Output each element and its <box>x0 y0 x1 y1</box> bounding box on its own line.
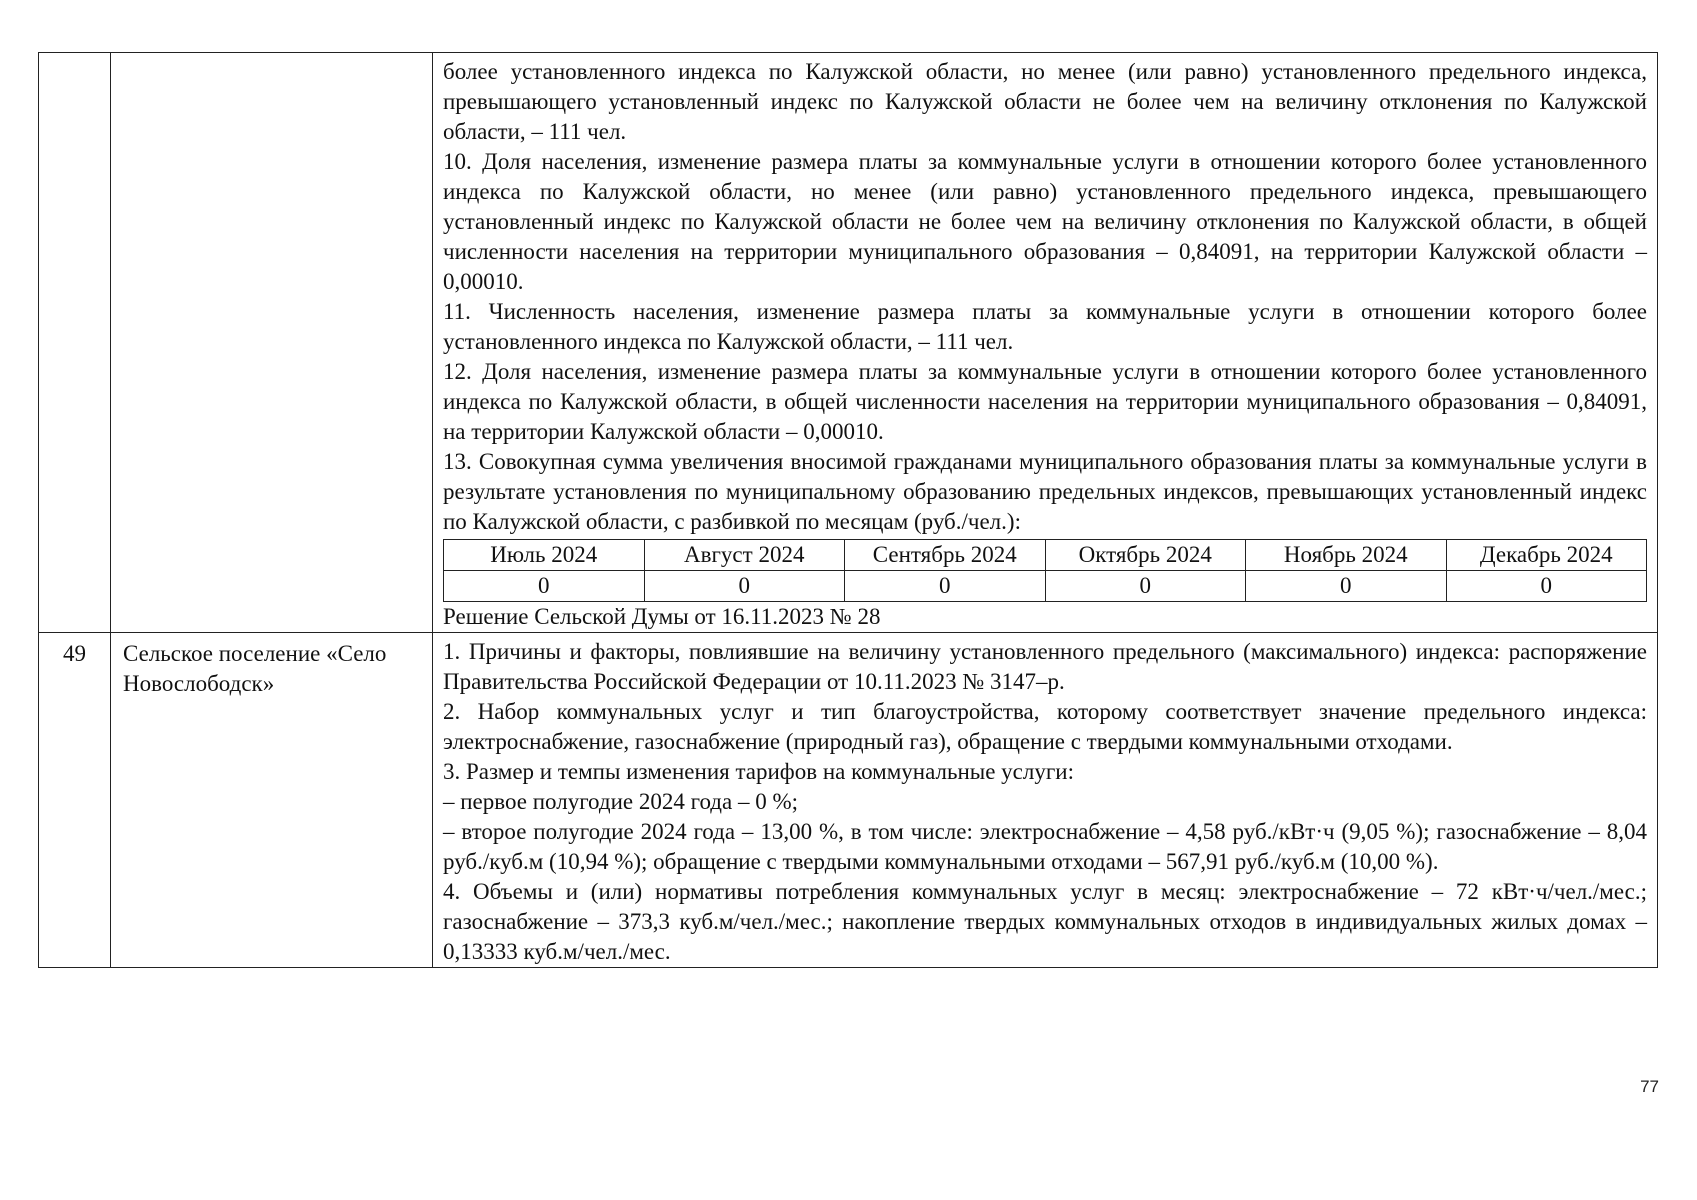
municipality-name-cell <box>111 633 433 968</box>
month-value: 0 <box>1246 571 1447 602</box>
description-cell <box>433 633 1658 968</box>
month-header: Сентябрь 2024 <box>845 540 1046 571</box>
table-row <box>39 53 1658 633</box>
municipality-name <box>111 53 432 59</box>
decision-reference: Решение Сельской Думы от 16.11.2023 № 28 <box>443 604 881 629</box>
month-value: 0 <box>1446 571 1647 602</box>
description-paragraph: 1. Причины и факторы, повлиявшие на величину установленного предельного (максимального) индекса: распоряжение Правительства Российской Федерации от 10.11.2023 № 3147–р. <box>443 639 1647 694</box>
description-paragraph: 10. Доля населения, изменение размера платы за коммунальные услуги в отношении которого более установленного индекса по Калужской области, но менее (или равно) установленного предельного индекса, превышающего установленный индекс по Калужской области не более чем на величину отклонения по Калужской области, в общей численности населения на территории муниципального образования – 0,84091, на территории Калужской области – 0,00010. <box>443 149 1647 294</box>
month-value: 0 <box>1045 571 1246 602</box>
description-paragraph: более установленного индекса по Калужской области, но менее (или равно) установленного предельного индекса, превышающего установленный индекс по Калужской области не более чем на величину отклонения по Калужской области, – 111 чел. <box>443 59 1647 144</box>
description-paragraph: – второе полугодие 2024 года – 13,00 %, в том числе: электроснабжение – 4,58 руб./кВт·ч (9,05 %); газоснабжение – 8,04 руб./куб.м (10,94 %); обращение с твердыми коммунальными отходами – 567,91 руб./куб.м (10,00 %). <box>443 819 1647 874</box>
page-number: 77 <box>1640 1077 1659 1096</box>
row-number-cell <box>39 53 111 633</box>
monthly-sum-values-row <box>444 571 1647 602</box>
municipality-name-cell <box>111 53 433 633</box>
row-number: 49 <box>63 641 86 666</box>
row-number <box>39 53 110 59</box>
month-header: Август 2024 <box>644 540 845 571</box>
month-header: Июль 2024 <box>444 540 645 571</box>
municipality-name: Сельское поселение «Село Новослободск» <box>123 641 387 696</box>
description-paragraph: 3. Размер и темпы изменения тарифов на коммунальные услуги: <box>443 759 1074 784</box>
description-paragraph: 4. Объемы и (или) нормативы потребления коммунальных услуг в месяц: электроснабжение – 72 кВт·ч/чел./мес.; газоснабжение – 373,3 куб.м/чел./мес.; накопление твердых коммунальных отходов в индивидуальных жилых домах – 0,13333 куб.м/чел./мес. <box>443 879 1647 964</box>
table-row <box>39 633 1658 968</box>
row-number-cell <box>39 633 111 968</box>
description-paragraph: 13. Совокупная сумма увеличения вносимой гражданами муниципального образования платы за коммунальные услуги в результате установления по муниципальному образованию предельных индексов, превышающих установленный индекс по Калужской области, с разбивкой по месяцам (руб./чел.): <box>443 449 1647 534</box>
month-header: Декабрь 2024 <box>1446 540 1647 571</box>
month-header: Октябрь 2024 <box>1045 540 1246 571</box>
main-table <box>38 52 1658 968</box>
description-paragraph: – первое полугодие 2024 года – 0 %; <box>443 789 799 814</box>
month-value: 0 <box>644 571 845 602</box>
description-paragraph: 12. Доля населения, изменение размера платы за коммунальные услуги в отношении которого более установленного индекса по Калужской области, в общей численности населения на территории муниципального образования – 0,84091, на территории Калужской области – 0,00010. <box>443 359 1647 444</box>
month-value: 0 <box>444 571 645 602</box>
month-header: Ноябрь 2024 <box>1246 540 1447 571</box>
monthly-sum-header-row <box>444 540 1647 571</box>
month-value: 0 <box>845 571 1046 602</box>
description-paragraph: 2. Набор коммунальных услуг и тип благоустройства, которому соответствует значение предельного индекса: электроснабжение, газоснабжение (природный газ), обращение с твердыми коммунальными отходами. <box>443 699 1647 754</box>
description-paragraph: 11. Численность населения, изменение размера платы за коммунальные услуги в отношении которого более установленного индекса по Калужской области, – 111 чел. <box>443 299 1647 354</box>
description-cell <box>433 53 1658 633</box>
monthly-sum-table <box>443 539 1647 602</box>
